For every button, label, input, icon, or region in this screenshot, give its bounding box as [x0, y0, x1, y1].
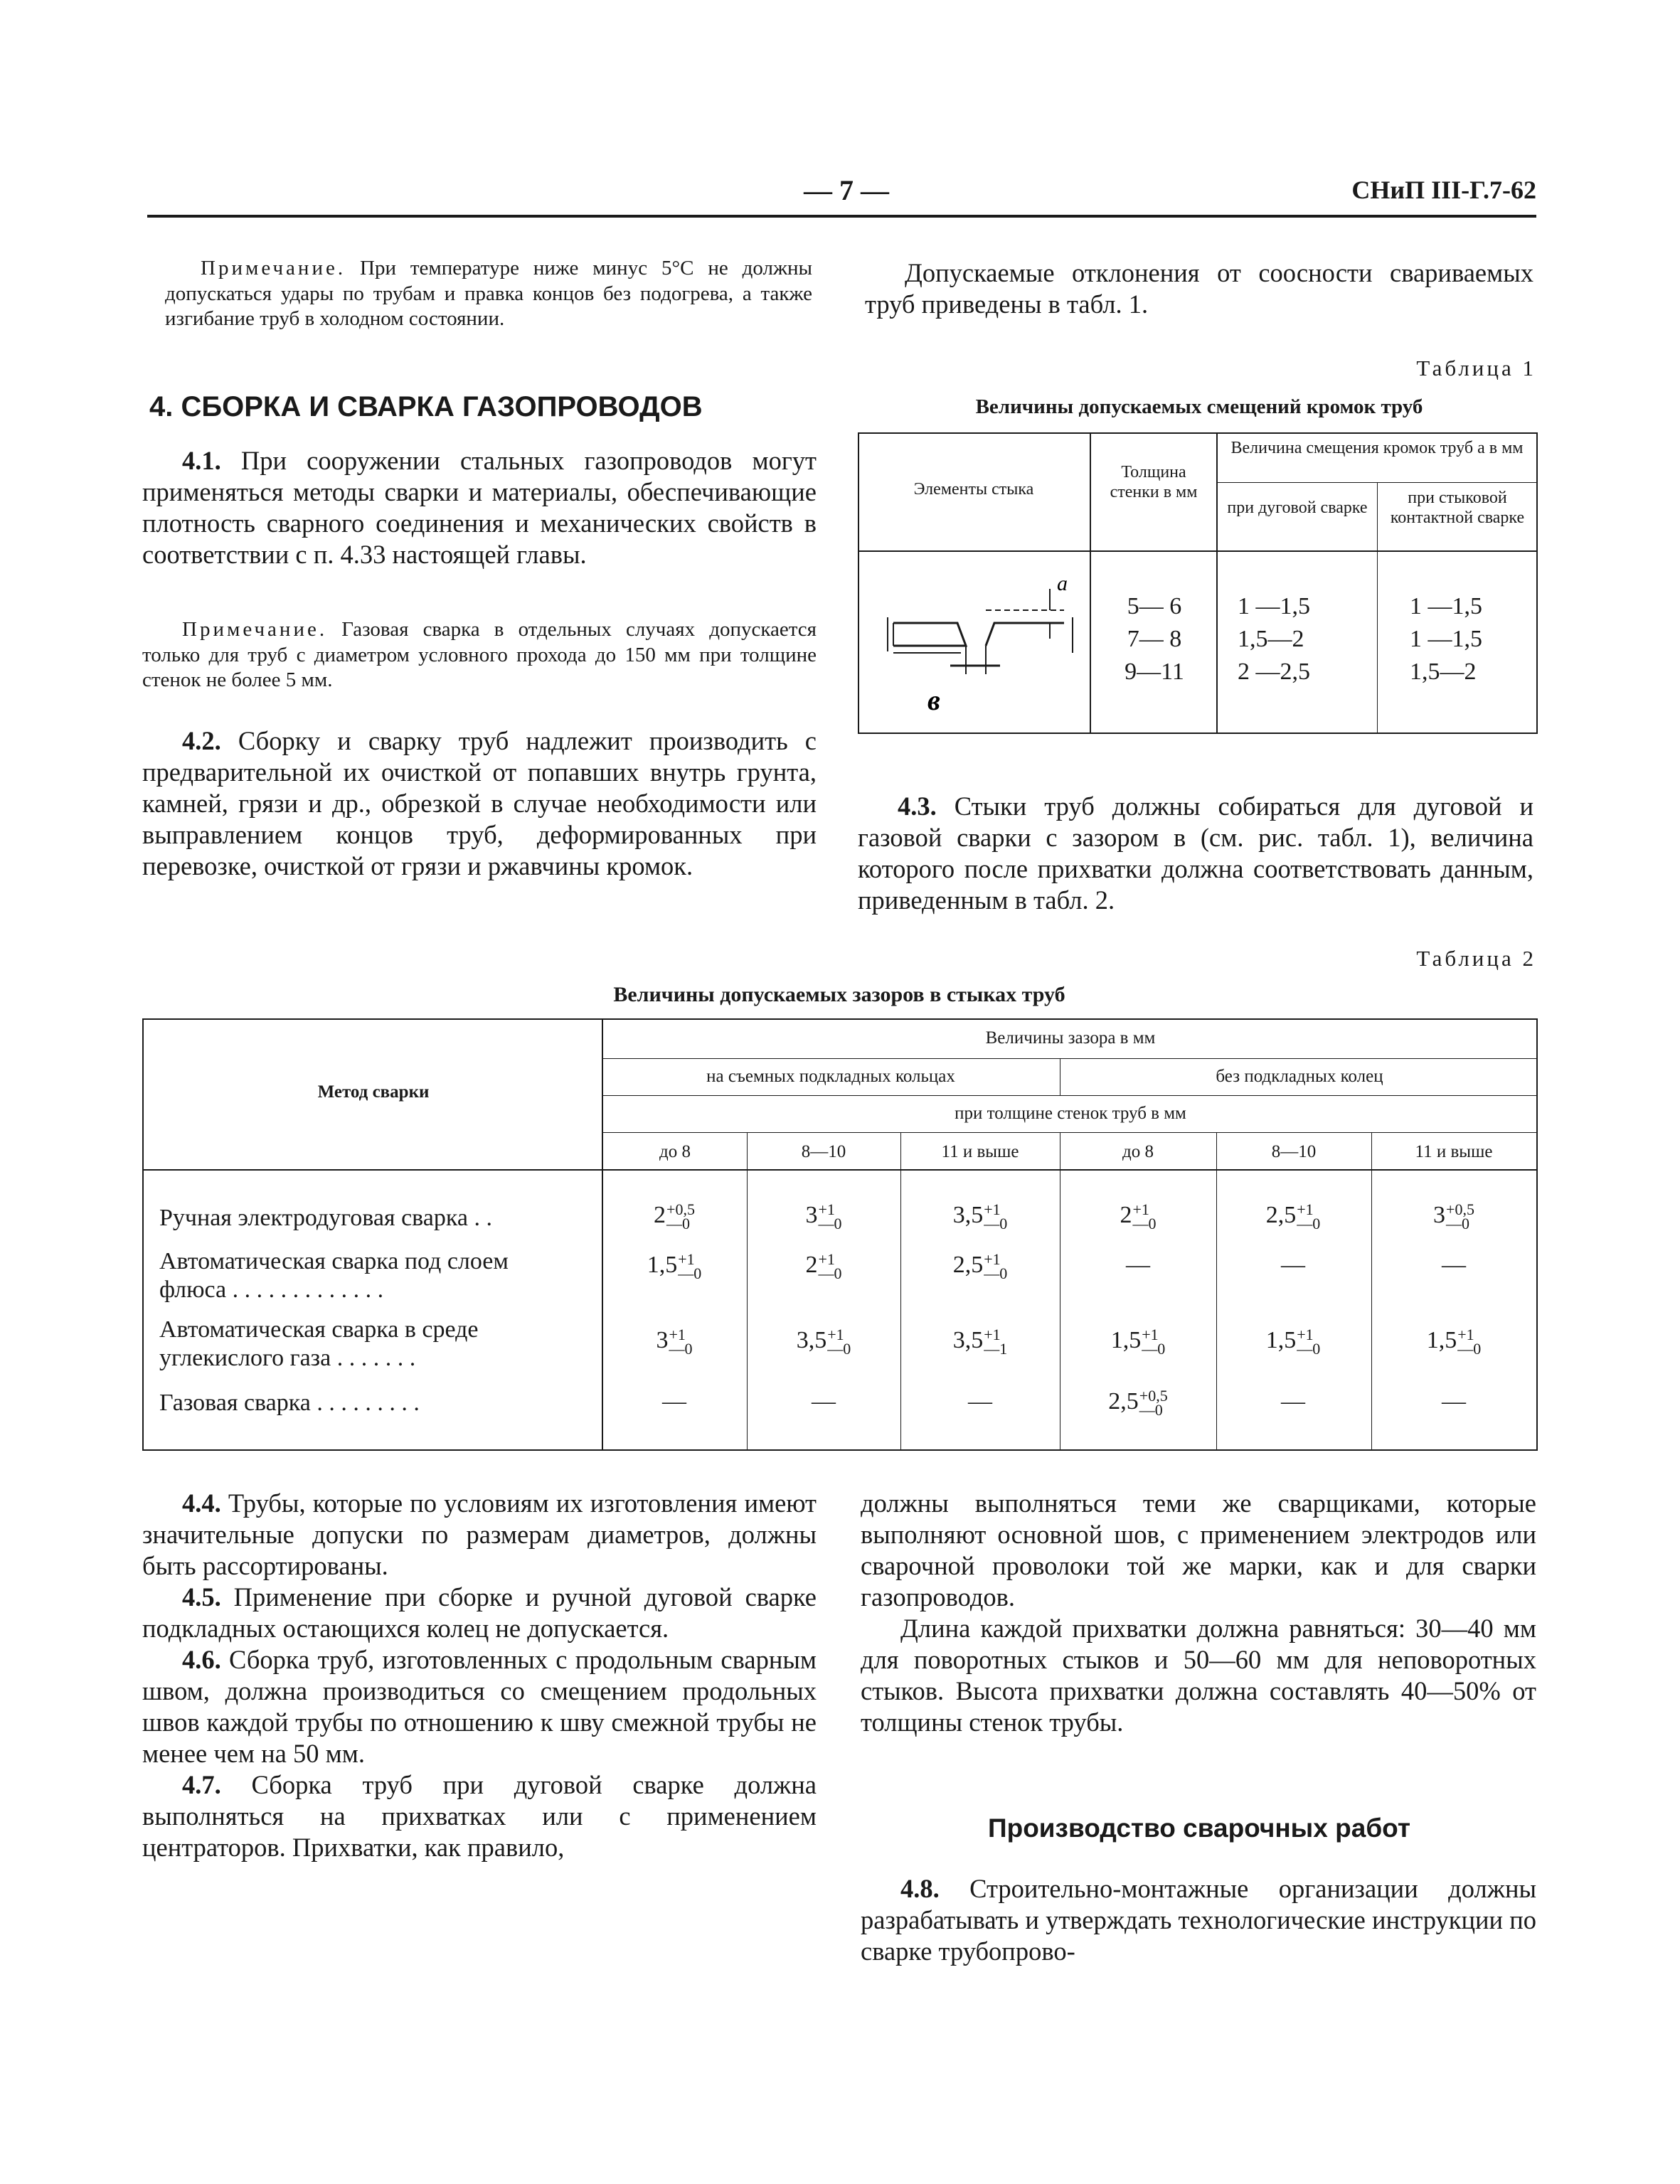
note-label: Примечание. [201, 257, 346, 279]
table2-cell-tolerance: +1 —0 [1297, 1200, 1321, 1233]
bottom-left-column [142, 1488, 817, 1863]
table2-cell-tolerance: +1 —0 [827, 1326, 851, 1358]
table2-cell [753, 1327, 895, 1356]
table1-cell: 1 —1,5 [1410, 626, 1482, 652]
table2-cell [1383, 1202, 1525, 1231]
table2-method: Ручная электродуговая сварка . . [159, 1205, 492, 1231]
table2-cell-value: 3 [656, 1327, 669, 1353]
table2-col-method: Метод сварки [317, 1082, 430, 1102]
table2-cell-value: 2,5 [952, 1252, 984, 1278]
table1-cell: 9—11 [1125, 659, 1184, 685]
subsection-title: Производство сварочных работ [988, 1813, 1410, 1843]
paragraph-4-8 [861, 1873, 1536, 1967]
paragraph-4-7-continued: должны выполняться теми же сварщиками, которые выполняют основной шов, с применением электродов или сварочной проволоки той же марки, как и для сварки газопроводов. [861, 1488, 1536, 1612]
table2-cell-tolerance: +1 —0 [818, 1250, 842, 1283]
paragraph-4-6 [142, 1644, 817, 1769]
note-label: Примечание. [182, 618, 328, 641]
note-text: Газовая сварка в отдельных случаях допускается только для труб с диаметром условного прохода до 150 мм при толщине стенок не более 5 мм. [142, 618, 817, 691]
table2-col-with-rings: на съемных подкладных кольцах [706, 1067, 955, 1086]
table2-cell-value: 1,5 [647, 1252, 678, 1278]
table2-cell-value: 2 [805, 1252, 818, 1278]
table1-title: Величины допускаемых смещений кромок труб [975, 395, 1423, 418]
table2-col-thickness: при толщине стенок труб в мм [955, 1104, 1186, 1123]
table2-cell-value: — [1281, 1388, 1305, 1415]
table1-col-thickness: Толщина стенки в мм [1110, 463, 1198, 501]
paragraph-text: Трубы, которые по условиям их изготовления имеют значительные допуски по размерам диаметров, должны быть рассортированы. [142, 1488, 817, 1580]
table2-cell-value: 3,5 [796, 1327, 827, 1353]
diagram-label-b: в [927, 684, 940, 716]
table2-title: Величины допускаемых зазоров в стыках труб [613, 983, 1065, 1006]
table1-contact-values [1410, 590, 1531, 688]
paragraph-number: 4.5. [182, 1582, 221, 1612]
note-text: При температуре ниже минус 5°С не должны допускаться удары по трубам и правка концов без подогрева, а также изгибание труб в холодном состоянии. [165, 257, 813, 330]
table2-cell [1067, 1327, 1209, 1356]
table2-method-line: Автоматическая сварка в среде [159, 1316, 479, 1343]
table2-cell [1222, 1388, 1364, 1415]
table2-cell [909, 1388, 1051, 1415]
paragraph-4-1 [142, 445, 817, 570]
table2-cell [1383, 1327, 1525, 1356]
table1-cell: 1 —1,5 [1410, 593, 1482, 619]
header-rule [147, 215, 1536, 218]
table2-label: Таблица 2 [1416, 946, 1536, 971]
table1-label: Таблица 1 [1416, 356, 1536, 380]
table2-cell-value: — [1281, 1252, 1305, 1278]
table2-cell-value: 3,5 [952, 1202, 984, 1228]
table2-cell [909, 1327, 1051, 1356]
table2-cell-value: — [662, 1388, 686, 1415]
table2-cell [603, 1252, 745, 1281]
table2-cell [603, 1327, 745, 1356]
document-code: СНиП III-Г.7-62 [1351, 176, 1536, 204]
paragraph-text: Строительно-монтажные организации должны разрабатывать и утверждать технологические инструкции по сварке трубопрово- [861, 1874, 1536, 1966]
table2-cell-value: 3 [805, 1202, 818, 1228]
paragraph-text: Стыки труб должны собираться для дуговой и газовой сварки с зазором в (см. рис. табл. 1), величина которого после прихватки должна соответствовать данным, приведенным в табл. 2. [858, 792, 1534, 915]
page-number: — 7 — [804, 174, 889, 206]
table2-cell-value: 1,5 [1426, 1327, 1457, 1353]
table2-subcol: до 8 [659, 1142, 691, 1161]
table2-method: Газовая сварка . . . . . . . . . [159, 1390, 420, 1416]
table2-cell [1222, 1327, 1364, 1356]
table2-cell-tolerance: +1 —0 [984, 1250, 1008, 1283]
table2-cell-value: — [1126, 1252, 1150, 1278]
table2-cell-tolerance: +1 —0 [1132, 1200, 1157, 1233]
paragraph-number: 4.1. [182, 446, 221, 475]
table2-cell [909, 1252, 1051, 1281]
paragraph-4-5 [142, 1582, 817, 1644]
table2-subcol: 8—10 [1271, 1142, 1317, 1161]
paragraph-4-7 [142, 1769, 817, 1863]
diagram-label-a: а [1057, 575, 1068, 595]
paragraph-number: 4.2. [182, 726, 221, 755]
table2-subcol: 11 и выше [1415, 1142, 1493, 1161]
table1-cell: 1 —1,5 [1238, 593, 1310, 619]
table2-cell [603, 1388, 745, 1415]
table1-cell: 1,5—2 [1410, 659, 1477, 685]
table2-cell [1067, 1202, 1209, 1231]
table2-cell [753, 1388, 895, 1415]
table2-cell [753, 1252, 895, 1281]
table2-cell-tolerance: +1 —1 [984, 1326, 1008, 1358]
table2-cell-tolerance: +1 —0 [669, 1326, 693, 1358]
table1-cell: 2 —2,5 [1238, 659, 1310, 685]
table2-cell-tolerance: +1 —0 [1457, 1326, 1482, 1358]
table2-method-line: углекислого газа . . . . . . . [159, 1345, 416, 1371]
paragraph-number: 4.7. [182, 1770, 221, 1799]
note-temperature [165, 256, 812, 332]
table2-cell-value: 2 [1120, 1202, 1132, 1228]
table1-col-arc: при дуговой сварке [1227, 499, 1368, 517]
note-gas-welding [142, 617, 817, 693]
bottom-right-column [861, 1488, 1536, 1738]
table2-cell-tolerance: +0,5 —0 [666, 1200, 695, 1233]
paragraph-number: 4.8. [900, 1874, 940, 1903]
table2-cell-value: 1,5 [1110, 1327, 1142, 1353]
table2-cell-tolerance: +1 —0 [1142, 1326, 1166, 1358]
table2-subcol: 11 и выше [941, 1142, 1019, 1161]
paragraph-4-4 [142, 1488, 817, 1582]
table1-cell: 7— 8 [1127, 626, 1182, 652]
table2-col-without-rings: без подкладных колец [1216, 1067, 1383, 1086]
table2-cell-tolerance: +1 —0 [818, 1200, 842, 1233]
table1-arc-values [1238, 590, 1373, 688]
table1 [858, 432, 1538, 734]
table2-cell [603, 1202, 745, 1231]
table2-cell-tolerance: +0,5 —0 [1139, 1387, 1168, 1419]
table1-col-elements: Элементы стыка [913, 480, 1034, 499]
table1-thickness-values [1092, 590, 1216, 688]
table2-cell-value: 3 [1433, 1202, 1446, 1228]
table1-cell: 5— 6 [1127, 593, 1182, 619]
table2-cell [1067, 1252, 1209, 1279]
paragraph-number: 4.3. [898, 792, 937, 821]
paragraph-text: Сборку и сварку труб надлежит производить с предварительной их очисткой от попавших внутрь грунта, камней, грязи и др., обрезкой в случае необходимости или выправлением концов труб, деформированных при перевозке, очисткой от грязи и ржавчины кромок. [142, 726, 817, 880]
table2-cell-value: — [1442, 1388, 1466, 1415]
paragraph-text: Сборка труб при дуговой сварке должна выполняться на прихватках или с применением центраторов. Прихватки, как правило, [142, 1770, 817, 1862]
paragraph-text: Применение при сборке и ручной дуговой сварке подкладных остающихся колец не допускается. [142, 1582, 817, 1643]
table2-cell-tolerance: +1 —0 [678, 1250, 702, 1283]
intro-paragraph: Допускаемые отклонения от соосности свариваемых труб приведены в табл. 1. [865, 258, 1533, 319]
paragraph-text: При сооружении стальных газопроводов могут применяться методы сварки и материалы, обеспечивающие плотность сварного соединения и механических свойств в соответствии с п. 4.33 настоящей главы. [142, 446, 817, 569]
paragraph-number: 4.6. [182, 1645, 221, 1674]
table2-cell-value: 3,5 [952, 1327, 984, 1353]
table2-cell [1067, 1388, 1209, 1417]
table1-cell: 1,5—2 [1238, 626, 1304, 652]
table2-cell-value: 1,5 [1265, 1327, 1297, 1353]
table1-col-offset: Величина смещения кромок труб а в мм [1230, 439, 1524, 457]
table2-cell [1383, 1252, 1525, 1279]
table2-cell [1222, 1252, 1364, 1279]
table2-subcol: 8—10 [801, 1142, 846, 1161]
table2-cell [909, 1202, 1051, 1231]
table2-cell [1222, 1202, 1364, 1231]
table2-cell-value: 2,5 [1108, 1388, 1139, 1415]
table2-method [159, 1316, 599, 1373]
table1-col-contact: при стыковой контактной сварке [1390, 489, 1525, 527]
table2-cell-value: — [968, 1388, 992, 1415]
table2-cell [1383, 1388, 1525, 1415]
joint-diagram [886, 575, 1078, 724]
paragraph-text: Сборка труб, изготовленных с продольным сварным швом, должна производиться со смещением продольных швов каждой трубы по отношению к шву смежной трубы не менее чем на 50 мм. [142, 1645, 817, 1768]
paragraph-4-2 [142, 725, 817, 882]
section-title: 4. СБОРКА И СВАРКА ГАЗОПРОВОДОВ [149, 391, 703, 422]
table2-cell-tolerance: +1 —0 [1297, 1326, 1321, 1358]
table2-method-line: Автоматическая сварка под слоем [159, 1248, 509, 1274]
paragraph-tack-length: Длина каждой прихватки должна равняться: 30—40 мм для поворотных стыков и 50—60 мм для неповоротных стыков. Высота прихватки должна составлять 40—50% от толщины стенок трубы. [861, 1614, 1536, 1737]
table2 [142, 1018, 1538, 1451]
table2-subcol: до 8 [1122, 1142, 1154, 1161]
table2-method [159, 1247, 599, 1304]
table2-cell-value: — [812, 1388, 836, 1415]
table2-cell-value: 2,5 [1265, 1202, 1297, 1228]
table2-cell-tolerance: +1 —0 [984, 1200, 1008, 1233]
table2-cell-value: — [1442, 1252, 1466, 1278]
paragraph-4-3 [858, 791, 1533, 916]
table2-col-gap: Величины зазора в мм [985, 1028, 1156, 1048]
paragraph-number: 4.4. [182, 1488, 221, 1518]
table2-cell [753, 1202, 895, 1231]
table2-cell-tolerance: +0,5 —0 [1446, 1200, 1474, 1233]
table2-cell-value: 2 [654, 1202, 666, 1228]
table2-method-line: флюса . . . . . . . . . . . . . [159, 1277, 384, 1303]
